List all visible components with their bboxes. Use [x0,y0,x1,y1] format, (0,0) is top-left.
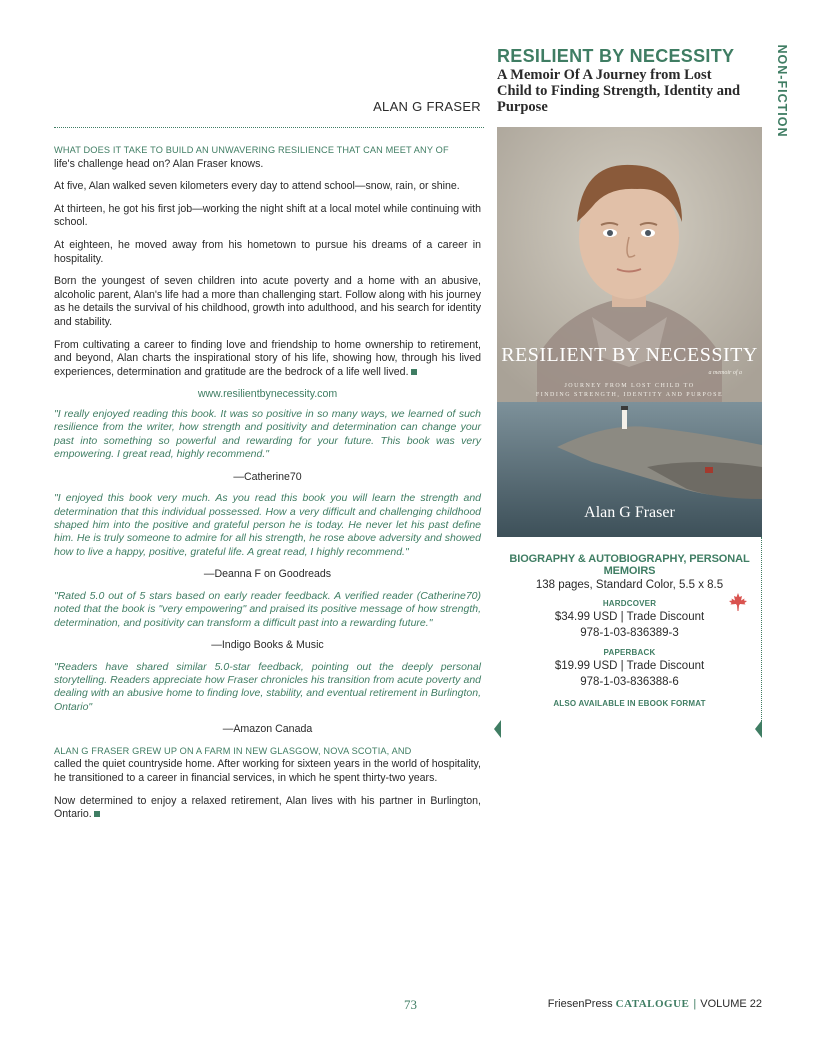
triangle-marker-right-icon [755,720,762,738]
author-name: ALAN G FRASER [373,99,481,114]
end-mark-icon [94,811,100,817]
review-source: —Amazon Canada [222,723,313,736]
left-column [54,144,481,831]
book-category: BIOGRAPHY & AUTOBIOGRAPHY, PERSONAL MEMOIRS [509,553,750,577]
book-details [497,553,762,708]
hardcover-price: $34.99 USD | Trade Discount [554,611,705,623]
book-specs: 138 pages, Standard Color, 5.5 x 8.5 [535,579,724,591]
cover-subtitle-line: FINDING STRENGTH, IDENTITY AND PURPOSE [535,392,724,398]
review-quote: "Rated 5.0 out of 5 stars based on early reader feedback. A verified reader (Catherine70) noted that the book is "very empowering" and praised its positive message of how strength, determination, and positivity can transform a difficult past into a rewarding future." [54,589,481,629]
genre-tab [772,44,792,138]
review-quote: "I enjoyed this book very much. As you read this book you will learn the strength and determination that this individual possessed. How a very difficult and challenging childhood shaped him into the positive and grateful person he is today. He never let his past define him. He is truly someone to admire for all his strength, he rose above adversity and showed how to live a happy, positive, grateful life. A great read, I highly recommend." [54,492,481,558]
end-mark-icon [411,369,417,375]
description-final-text: From cultivating a career to finding love and friendship to home ownership to retirement, and beyond, Alan charts the inspirational story of his life, showing how, through his lived experiences, determination and gratitude are the bedrock of a life well lived. [54,338,481,378]
description-lead-rest: life's challenge head on? Alan Fraser knows. [54,157,264,170]
paperback-price: $19.99 USD | Trade Discount [554,660,705,672]
description-lead: WHAT DOES IT TAKE TO BUILD AN UNWAVERING RESILIENCE THAT CAN MEET ANY OF [54,145,449,155]
cover-author: Alan G Fraser [584,504,675,521]
bio-lead: ALAN G FRASER GREW UP ON A FARM IN NEW GLASGOW, NOVA SCOTIA, AND [54,745,412,756]
review-quote: "I really enjoyed reading this book. It was so positive in so many ways, we learned of such resilience from the writer, how strength and positivity and determination can change your past into something so powerful and rewarding for your future. This book was very empowering. I great read, highly recommend." [54,407,481,461]
review-source: —Catherine70 [233,470,302,483]
page-number: 73 [404,997,417,1012]
description-paragraph: At five, Alan walked seven kilometers every day to attend school—snow, rain, or shine. [54,180,460,193]
book-title: RESILIENT BY NECESSITY [497,46,735,66]
review-source: —Indigo Books & Music [211,638,324,651]
ebook-note: ALSO AVAILABLE IN EBOOK FORMAT [553,699,706,708]
description-paragraph: At thirteen, he got his first job—working the night shift at a local motel while continuing with school. [54,202,481,229]
cover-tagline: a memoir of a [708,370,742,376]
paperback-isbn: 978-1-03-836388-6 [580,676,679,688]
website-link[interactable]: www.resilientbynecessity.com [197,388,338,401]
hardcover-isbn: 978-1-03-836389-3 [580,627,679,639]
footer-separator: | [693,998,697,1010]
paperback-label: PAPERBACK [603,648,656,657]
footer [480,998,762,1010]
description-paragraph [54,144,481,171]
review-quote: "Readers have shared similar 5.0-star feedback, pointing out the deeply personal storytelling. Readers appreciate how Fraser chronicles his transition from acute poverty and dealing with an abusive home to finding love, stability, and eventual retirement in Burlington, Ontario" [54,660,481,713]
description-paragraph: At eighteen, he moved away from his hometown to pursue his dreams of a career in hospitality. [54,238,481,265]
volume-label: VOLUME 22 [700,998,762,1010]
book-cover [497,127,762,537]
description-paragraph [54,339,481,380]
hardcover-label: HARDCOVER [602,599,657,608]
bio-text: Now determined to enjoy a relaxed retirement, Alan lives with his partner in Burlington, Ontario. [54,794,481,821]
description-paragraph: Born the youngest of seven children into acute poverty and a home with an abusive, alcoholic parent, Alan's life had a more than challenging start. Follow along with his journey as he details the survival of his childhood, growth into adulthood, and his search for identity and stability. [54,275,481,328]
catalogue-label: CATALOGUE [615,998,690,1010]
review-source: —Deanna F on Goodreads [203,568,332,581]
maple-leaf-icon [728,592,748,612]
publisher-name: FriesenPress [547,998,613,1010]
triangle-marker-left-icon [494,720,501,738]
book-subtitle: A Memoir Of A Journey from Lost Child to Finding Strength, Identity and Purpose [497,67,741,115]
bio-lead-rest: called the quiet countryside home. After working for sixteen years in the world of hospitality, he transitioned to a career in financial services, in which he spent thirty-two years. [54,758,481,784]
header-divider [54,127,484,128]
author-bio-paragraph [54,745,481,786]
cover-subtitle [497,382,762,400]
genre-label: NON-FICTION [775,44,789,138]
cover-illustration [497,127,762,537]
author-bio-paragraph [54,795,481,822]
cover-title: RESILIENT BY NECESSITY [501,344,758,366]
cover-subtitle-line: JOURNEY FROM LOST CHILD TO [564,383,695,389]
